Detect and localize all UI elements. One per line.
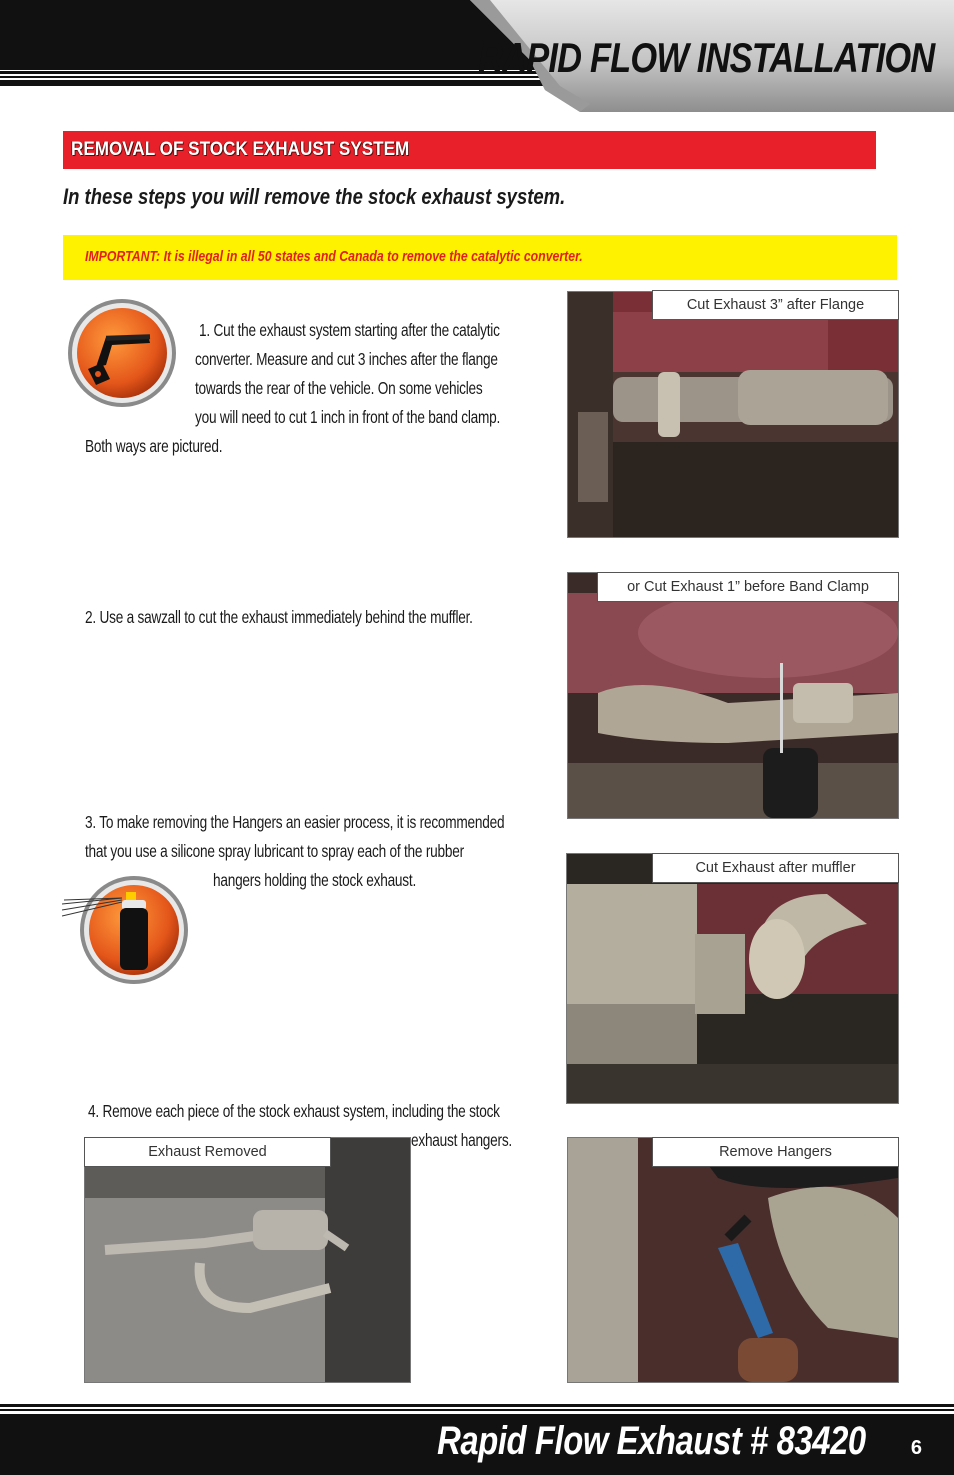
section-title: REMOVAL OF STOCK EXHAUST SYSTEM (71, 139, 410, 160)
photo-cut-after-flange (567, 291, 899, 538)
intro-text: In these steps you will remove the stock exhaust system. (63, 184, 566, 209)
caption-exhaust-removed: Exhaust Removed (84, 1137, 331, 1167)
step-1-line-3: towards the rear of the vehicle. On some vehicles (195, 378, 483, 398)
page-number: 6 (910, 1437, 922, 1459)
caption-remove-hangers: Remove Hangers (652, 1137, 899, 1167)
spray-can-icon (62, 874, 192, 991)
step-3-line-1: 3. To make removing the Hangers an easier process, it is recommended (85, 812, 505, 832)
step-1-line-5: Both ways are pictured. (85, 436, 223, 456)
step-3-line-2: that you use a silicone spray lubricant to spray each of the rubber (85, 841, 464, 861)
photo-exhaust-removed (84, 1137, 411, 1383)
important-notice (63, 235, 897, 280)
step-1-line-4: you will need to cut 1 inch in front of the band clamp. (195, 407, 501, 427)
photo-cut-before-band-clamp (567, 572, 899, 819)
step-4-line-2: exhaust hangers. (411, 1130, 512, 1150)
section-header (63, 131, 876, 169)
important-text: IMPORTANT: It is illegal in all 50 states and Canada to remove the catalytic converter. (85, 248, 583, 265)
step-2-text: 2. Use a sawzall to cut the exhaust immediately behind the muffler. (85, 607, 473, 627)
footer-title: Rapid Flow Exhaust # 83420 (437, 1419, 866, 1463)
step-1-line-1: 1. Cut the exhaust system starting after the catalytic (199, 320, 500, 340)
step-1-line-2: converter. Measure and cut 3 inches after the flange (195, 349, 498, 369)
hacksaw-icon (66, 297, 178, 414)
caption-cut-before-band-clamp: or Cut Exhaust 1” before Band Clamp (597, 572, 899, 602)
step-3-line-3: hangers holding the stock exhaust. (213, 870, 417, 890)
photo-remove-hangers (567, 1137, 899, 1383)
caption-cut-after-muffler: Cut Exhaust after muffler (652, 853, 899, 883)
caption-cut-after-flange: Cut Exhaust 3” after Flange (652, 290, 899, 320)
photo-cut-after-muffler (566, 853, 899, 1104)
page-header-title: RAPID FLOW INSTALLATION (477, 34, 934, 81)
step-4-line-1: 4. Remove each piece of the stock exhaust system, including the stock (88, 1101, 500, 1121)
